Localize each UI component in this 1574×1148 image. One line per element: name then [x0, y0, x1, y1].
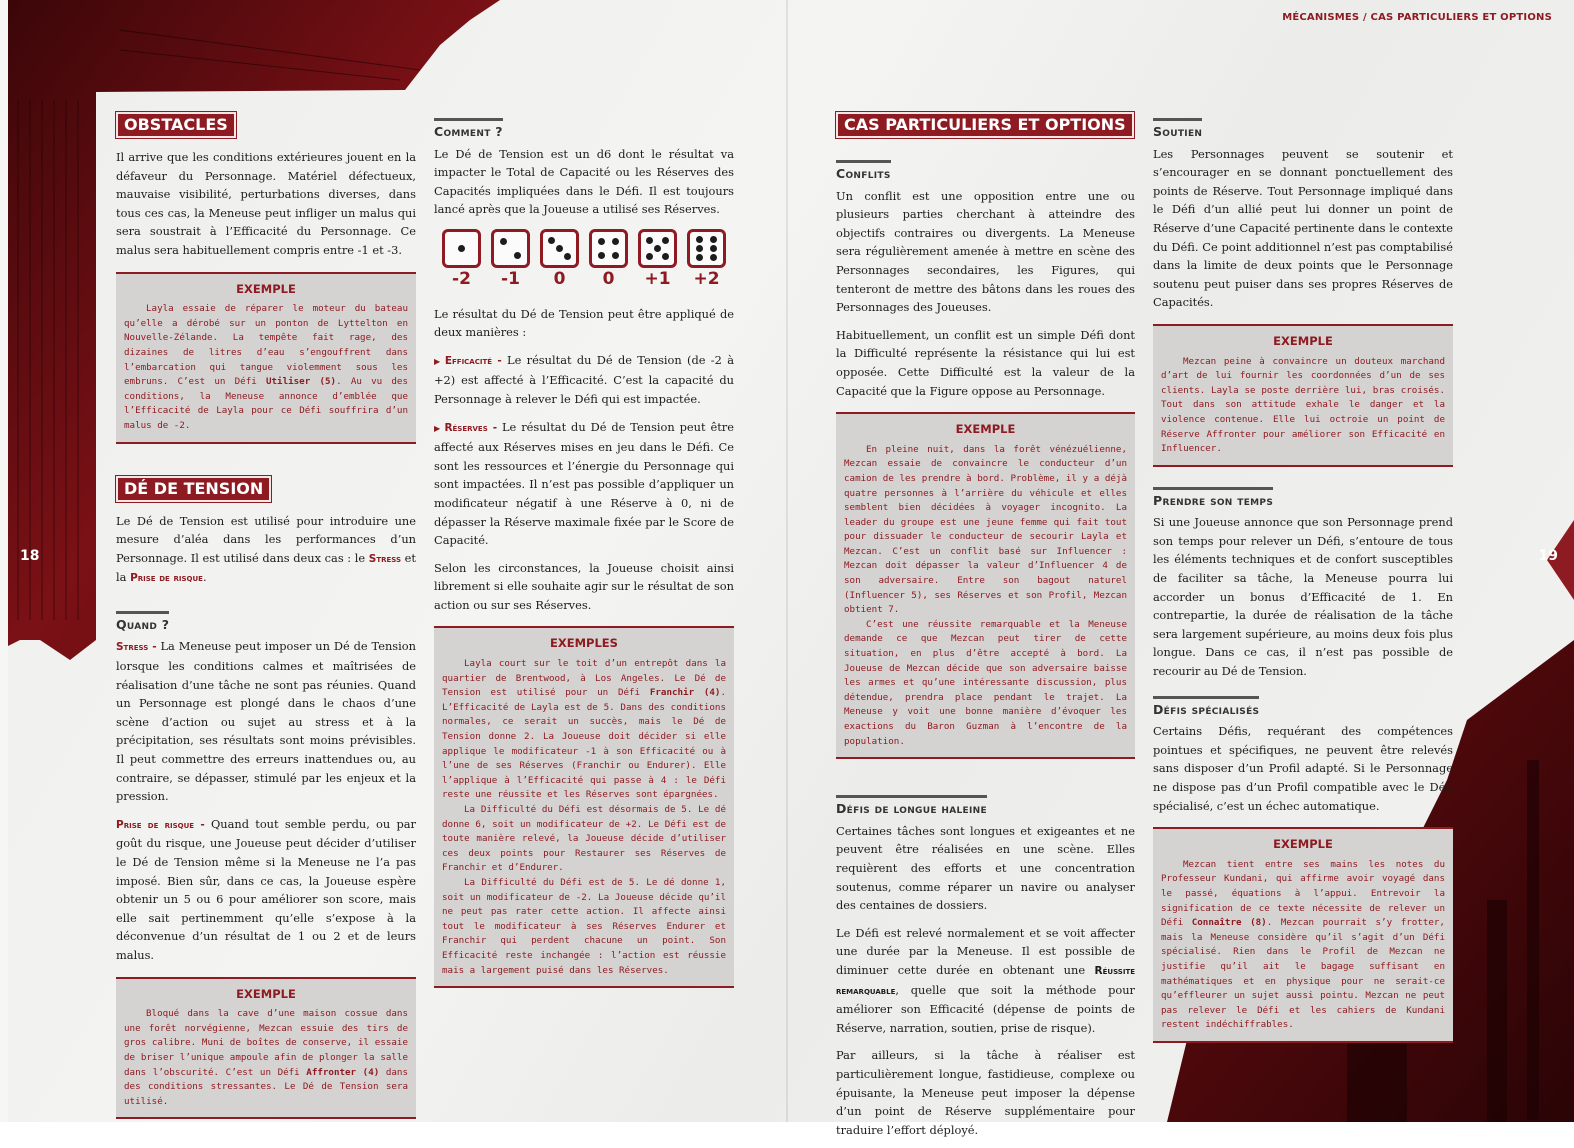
subheading-comment: Comment ? [434, 118, 503, 142]
column-1 [116, 112, 416, 1133]
dice-table [442, 229, 734, 289]
comment-paragraph: Le Dé de Tension est un d6 dont le résultat va impacter le Total de Capacité ou les Réserves des Capacités impliquées dans le Défi. Il est toujours lancé après que la Joueuse a utilisé ses Réserves. [434, 146, 734, 217]
die-5 [638, 229, 677, 289]
example-text-2: La Difficulté du Défi est désormais de 5. Le dé donne 6, soit un modificateur de +2. Le Défi est de toute manière relevé, la Joueuse décide d’utiliser ces deux points pour Restaurer ses Réserves de Franchir et d’Endurer. [442, 804, 726, 874]
die-face-6-icon [687, 229, 726, 268]
example-text: Mezcan tient entre ses mains les notes du Professeur Kundani, qui affirme avoir voyagé dans le passé, équations à l’appui. Entrevoir la signification de ce texte nécessite de relever un Défi Connaître (8). Mezcan pourrait s’y frotter, mais la Meneuse considère qu’il s’agit d’un Défi spécialisé. Rien dans le Profil de Mezcan ne justifie qu’il ait le bagage suffisant en mathématiques et en physique pour ne serait-ce qu’effleurer un sujet aussi pointu. Mezcan ne peut pas relever le Défi et les cahiers de Kundani restent indéchiffrables. [1161, 858, 1445, 1031]
example-text-2: C’est une réussite remarquable et la Meneuse demande ce que Mezcan peut tirer de cette situation, en plus d’être accepté à bord. La Joueuse de Mezcan décide que son adversaire baisse les armes et qu’une intéressante discussion, plus détendue, prendra place pendant le trajet. La Meneuse y voit une bonne manière d’évoquer les exactions du Baron Guzman à l’encontre de la population. [844, 618, 1127, 747]
efficacite-paragraph: ▶ Efficacité - Le résultat du Dé de Tension (de -2 à +2) est affecté à l’Efficacité. C’est la capacité du Personnage à relever le Défi qui est impactée. [434, 352, 734, 406]
die-face-1-icon [442, 229, 481, 268]
section-title-de-de-tension: DÉ DE TENSION [116, 476, 271, 502]
example-box-layla-bateau [116, 272, 416, 444]
conflits-paragraph-2: Habituellement, un conflit est un simple Défi dont la Difficulté représente la résistance qui lui est opposée. Cette Difficulté est la valeur de la Capacité que la Figure oppose au Personnage. [836, 327, 1135, 398]
subheading-prendre-son-temps: Prendre son temps [1153, 487, 1273, 511]
die-face-2-icon [491, 229, 530, 268]
prise-de-risque-paragraph: Prise de risque - Quand tout semble perdu, ou par goût du risque, une Joueuse peut décider d’utiliser le Dé de Tension même si la Meneuse ne l’a pas imposé. Bien sûr, dans ce cas, la Joueuse espère obtenir un 5 ou 6 pour améliorer son score, mais elle sait pertinemment qu’elle s’expose à la déconvenue d’un résultat de 1 ou 2 et de leurs malus. [116, 816, 416, 962]
obstacles-paragraph: Il arrive que les conditions extérieures jouent en la défaveur du Personnage. Matériel défectueux, mauvaise visibilité, perturbations diverses, dans tous ces cas, la Meneuse peut infliger un malus qui sera soustrait à l’Efficacité du Personnage. Ce malus sera habituellement compris entre -1 et -3. [116, 150, 416, 257]
bullet-triangle-icon: ▶ [434, 423, 442, 433]
longue-paragraph-3: Par ailleurs, si la tâche à réaliser est particulièrement longue, fastidieuse, complexe ou épuisante, la Meneuse peut imposer la dépense d’un point de Réserve supplémentaire pour traduire l’effort déployé. [836, 1048, 1135, 1137]
subheading-soutien: Soutien [1153, 118, 1202, 142]
stress-paragraph: Stress - La Meneuse peut imposer un Dé de Tension lorsque les conditions calmes et maîtrisées de réalisation d’une tâche ne sont pas réunies. Quand un Personnage est plongé dans le chaos d’une scène d’action ou sujet au stress et à la précipitation, ses résultats sont moins prévisibles. Il peut commettre des erreurs inattendues ou, au contraire, se dépasser, stimulé par les enjeux et la pression. [116, 639, 416, 804]
right-page [787, 0, 1574, 1137]
die-modifier: +1 [644, 268, 671, 289]
examples-title: EXEMPLES [550, 636, 618, 651]
die-4 [589, 229, 628, 289]
subheading-conflits: Conflits [836, 160, 891, 184]
conflits-paragraph-1: Un conflit est une opposition entre une ou plusieurs parties cherchant à atteindre des objectifs contraires ou divergents. La Meneuse sera régulièrement amenée à mettre en scène des Personnages secondaires, les Figures, qui tenteront de mettre des bâtons dans les roues des Personnages des Joueuses. [836, 188, 1135, 315]
column-4 [1153, 112, 1453, 1057]
subheading-quand: Quand ? [116, 611, 169, 635]
specialises-paragraph: Certains Défis, requérant des compétences pointues et spécifiques, ne peuvent être relevés sans disposer d’un Profil adapté. Si le Personnage ne dispose pas d’un Profil compatible avec le Défi spécialisé, c’est un échec automatique. [1153, 724, 1453, 813]
die-modifier: -1 [501, 268, 520, 289]
die-face-4-icon [589, 229, 628, 268]
example-box-mezcan-cave [116, 977, 416, 1120]
example-text-1: Layla court sur le toit d’un entrepôt dans la quartier de Brentwood, à Los Angeles. Le Dé de Tension est utilisé pour un Défi Franchir (4). L’Efficacité de Layla est de 5. Dans des conditions normales, ce serait un succès, mais le Dé de Tension donne 2. La Joueuse doit décider si elle applique le modificateur -1 à son Efficacité ou à l’une de ses Réserves (Franchir ou Endurer). Elle l’applique à l’Efficacité qui passe à 4 : le Défi reste une réussite et les Réserves sont épargnées. [442, 658, 726, 801]
example-title: EXEMPLE [1273, 333, 1333, 348]
examples-box-layla-toit [434, 626, 734, 988]
example-box-kundani [1153, 827, 1453, 1043]
die-2 [491, 229, 530, 289]
example-title: EXEMPLE [1273, 837, 1333, 852]
section-title-cas-particuliers: CAS PARTICULIERS ET OPTIONS [836, 112, 1134, 138]
page-number-left: 18 [20, 548, 40, 564]
breadcrumb-right: MÉCANISMES / CAS PARTICULIERS ET OPTIONS [1282, 12, 1552, 23]
die-6 [687, 229, 726, 289]
subheading-defis-longue-haleine: Défis de longue haleine [836, 795, 987, 819]
column-3 [836, 112, 1135, 1148]
page-number-right: 19 [1538, 548, 1558, 564]
temps-paragraph: Si une Joueuse annonce que son Personnage prend son temps pour relever un Défi, s’entoure de tous les éléments techniques et de confort susceptibles de faciliter sa tâche, la Meneuse pourra lui accorder un bonus d’Efficacité de 1. En contrepartie, la durée de réalisation de la tâche sera largement supérieure, au moins deux fois plus longue. Dans ce cas, il n’est pas possible de recourir au Dé de Tension. [1153, 515, 1453, 679]
circonstances-paragraph: Selon les circonstances, la Joueuse choisit ainsi librement si elle souhaite agir sur le résultat de son action ou sur ses Réserves. [434, 560, 734, 612]
left-page [0, 0, 787, 1122]
longue-paragraph-1: Certaines tâches sont longues et exigeantes et ne peuvent être réalisées en une scène. Elles requièrent des efforts et une concentration soutenus, comme réparer un navire ou analyser des centaines de dossiers. [836, 823, 1135, 913]
die-modifier: 0 [553, 268, 566, 289]
longue-paragraph-2: Le Défi est relevé normalement et se voit affecter une durée par la Meneuse. Il est possible de diminuer cette durée en obtenant une Réussite remarquable, quelle que soit la méthode pour améliorer son Efficacité (dépense de points de Réserve, narration, soutien, prise de risque). [836, 925, 1135, 1035]
example-text: Mezcan peine à convaincre un douteux marchand d’art de lui fournir les coordonnées d’un de ses clients. Layla se poste derrière lui, bras croisés. Tout dans son attitude exhale le danger et la violence contenue. Elle lui octroie un point de Réserve Affronter pour améliorer son Efficacité en Influencer. [1161, 355, 1445, 455]
apply-paragraph: Le résultat du Dé de Tension peut être appliqué de deux manières : [434, 306, 734, 340]
die-face-5-icon [638, 229, 677, 268]
section-title-obstacles: OBSTACLES [116, 112, 236, 138]
die-modifier: 0 [602, 268, 615, 289]
example-box-mezcan-marchand [1153, 324, 1453, 467]
example-text-1: En pleine nuit, dans la forêt vénézuélienne, Mezcan essaie de convaincre le conducteur d’un camion de les prendre à bord. Problème, il y a déjà quatre personnes à l’arrière du véhicule et elles semblent bien décidées à voyager incognito. La leader du groupe est une jeune femme qui fait tout pour dissuader le conducteur de secourir Layla et Mezcan. C’est un conflit basé sur Influencer : Mezcan doit dépasser la valeur d’Influencer 4 de son adversaire. Entre son bagout naturel (Influencer 5), ses Réserves et son Profil, Mezcan obtient 7. [844, 443, 1127, 616]
example-box-mezcan-camion [836, 412, 1135, 759]
tension-intro: Le Dé de Tension est utilisé pour introduire une mesure d’aléa dans les performances d’un Personnage. Il est utilisé dans deux cas : le Stress et la Prise de risque. [116, 513, 417, 585]
die-face-3-icon [540, 229, 579, 268]
die-modifier: -2 [452, 268, 471, 289]
die-3 [540, 229, 579, 289]
subheading-defis-specialises: Défis spécialisés [1153, 696, 1259, 720]
example-title: EXEMPLE [236, 986, 296, 1001]
soutien-paragraph: Les Personnages peuvent se soutenir et s’encourager en se donnant ponctuellement des points de Réserve. Tout Personnage impliqué dans le Défi d’un allié peut lui donner un point de Réserve d’une Capacité pertinente dans le contexte du Défi. Ce point additionnel n’est pas comptabilisé dans la limite de deux points que le Personnage soutenu peut puiser dans ses propres Réserves de Capacités. [1153, 146, 1453, 310]
example-text-3: La Difficulté du Défi est de 5. Le dé donne 1, soit un modificateur de -2. La Joueuse décide qu’il ne peut pas rater cette action. Il affecte ainsi tout le modificateur à ses Réserves Endurer et Franchir qui perdent chacune un point. Son Efficacité reste inchangée : l’action est réussie mais a largement puisé dans les Réserves. [442, 876, 726, 976]
die-1 [442, 229, 481, 289]
example-text: Layla essaie de réparer le moteur du bateau qu’elle a dérobé sur un ponton de Lyttelton en Nouvelle-Zélande. La tempête fait rage, des dizaines de litres d’eau s’engouffrent dans l’embarcation qui tangue violemment sous les embruns. C’est un Défi Utiliser (5). Au vu des conditions, la Meneuse annonce d’emblée que l’Efficacité de Layla pour ce Défi souffrira d’un malus de -2. [124, 303, 408, 431]
example-title: EXEMPLE [955, 422, 1016, 437]
reserves-paragraph: ▶ Réserves - Le résultat du Dé de Tension peut être affecté aux Réserves mises en jeu dans le Défi. Ce sont les ressources et l’énergie du Personnage qui sont impactées. Il n’est pas possible d’appliquer un modificateur négatif à une Réserve à 0, ni de dépasser la Réserve maximale fixée par le Score de Capacité. [434, 419, 734, 548]
example-text: Bloqué dans la cave d’une maison cossue dans une forêt norvégienne, Mezcan essuie des tirs de gros calibre. Muni de boîtes de conserve, il essaie de briser l’unique ampoule afin de plonger la salle dans l’obscurité. C’est un Défi Affronter (4) dans des conditions stressantes. Le Dé de Tension sera utilisé. [124, 1008, 408, 1107]
bullet-triangle-icon: ▶ [434, 356, 442, 366]
die-modifier: +2 [693, 268, 720, 289]
example-title: EXEMPLE [236, 281, 296, 296]
column-2 [434, 112, 734, 1002]
